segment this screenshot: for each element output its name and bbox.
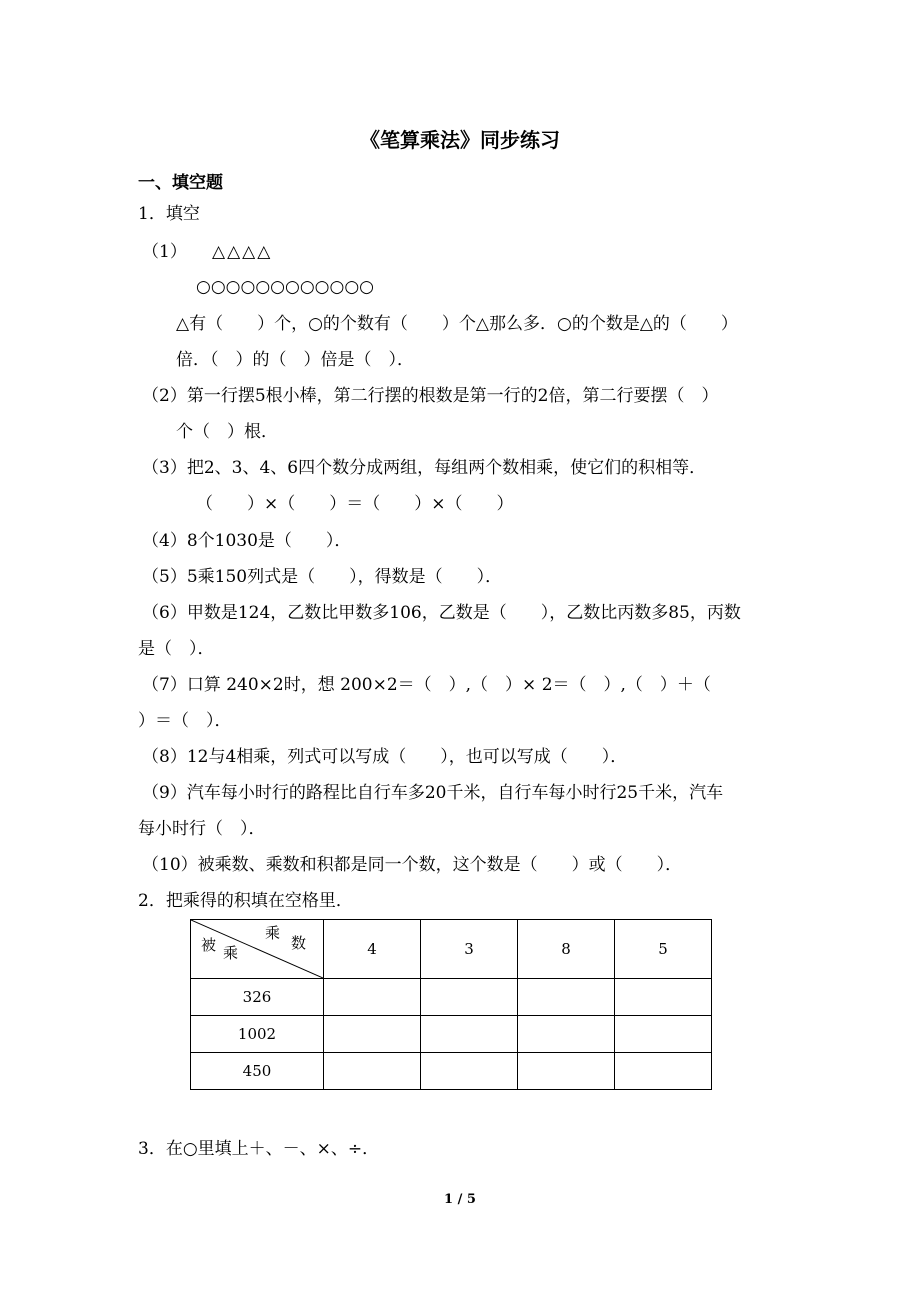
question-1-9-line-2: 每小时行（ ）．: [138, 819, 266, 839]
answer-cell[interactable]: [421, 1053, 518, 1090]
question-1-label: 1．填空: [138, 204, 200, 224]
table-row: [191, 1016, 712, 1053]
answer-cell[interactable]: [518, 979, 615, 1016]
question-1-7-line-2: ）＝（ ）．: [138, 711, 232, 731]
corner-label-cheng-1: 乘: [223, 944, 239, 962]
answer-cell[interactable]: [615, 979, 712, 1016]
section-heading: 一、填空题: [138, 173, 223, 193]
answer-cell[interactable]: [421, 979, 518, 1016]
question-2-label: 2．把乘得的积填在空格里．: [138, 891, 353, 911]
question-1-3-line-2: （ ）×（ ）＝（ ）×（ ）: [196, 494, 514, 514]
column-header: 3: [421, 920, 518, 979]
corner-label-shu: 数: [291, 934, 307, 952]
answer-cell[interactable]: [615, 1016, 712, 1053]
question-1-10: （10）被乘数、乘数和积都是同一个数，这个数是（ ）或（ ）．: [142, 855, 683, 875]
question-1-1-line-2: 倍．（ ）的（ ）倍是（ ）．: [176, 350, 414, 370]
corner-label-cheng-2: 乘: [265, 924, 281, 942]
row-header: 326: [191, 979, 324, 1016]
table-row: [191, 979, 712, 1016]
question-1-8: （8）12与4相乘，列式可以写成（ ），也可以写成（ ）．: [142, 747, 628, 767]
question-1-6-line-1: （6）甲数是124，乙数比甲数多106，乙数是（ ），乙数比丙数多85，丙数: [142, 603, 741, 623]
answer-cell[interactable]: [324, 979, 421, 1016]
question-3-label: 3．在○里填上＋、－、×、÷．: [138, 1139, 380, 1159]
corner-label-bei: 被: [201, 936, 217, 954]
question-1-4: （4）8个1030是（ ）．: [142, 531, 352, 551]
answer-cell[interactable]: [324, 1016, 421, 1053]
answer-cell[interactable]: [421, 1016, 518, 1053]
question-1-3-line-1: （3）把2、3、4、6四个数分成两组，每组两个数相乘，使它们的积相等．: [142, 458, 707, 478]
table-row: [191, 1053, 712, 1090]
page-number: 1 / 5: [444, 1192, 476, 1207]
row-header: 1002: [191, 1016, 324, 1053]
triangle-row: △△△△: [212, 242, 273, 262]
column-header: 8: [518, 920, 615, 979]
question-1-6-line-2: 是（ ）．: [138, 639, 215, 659]
answer-cell[interactable]: [518, 1053, 615, 1090]
question-1-1-label: （1）: [142, 242, 187, 262]
question-1-2-line-1: （2）第一行摆5根小棒，第二行摆的根数是第一行的2倍，第二行要摆（ ）: [142, 386, 719, 406]
question-1-1-line-1: △有（ ）个，○的个数有（ ）个△那么多．○的个数是△的（ ）: [176, 314, 738, 334]
column-header: 5: [615, 920, 712, 979]
question-1-5: （5）5乘150列式是（ ），得数是（ ）．: [142, 567, 503, 587]
question-1-7-line-1: （7）口算 240×2时，想 200×2＝（ ）,（ ）× 2＝（ ）,（ ）＋（: [142, 675, 711, 695]
row-header: 450: [191, 1053, 324, 1090]
answer-cell[interactable]: [518, 1016, 615, 1053]
answer-cell[interactable]: [615, 1053, 712, 1090]
question-1-9-line-1: （9）汽车每小时行的路程比自行车多20千米，自行车每小时行25千米，汽车: [142, 783, 724, 803]
answer-cell[interactable]: [324, 1053, 421, 1090]
table-header-row: [191, 920, 712, 979]
table-corner-cell: [191, 920, 324, 979]
multiplication-table: [190, 919, 712, 1090]
circle-row: ○○○○○○○○○○○○: [196, 277, 375, 297]
column-header: 4: [324, 920, 421, 979]
page-title: 《笔算乘法》同步练习: [360, 128, 560, 152]
question-1-2-line-2: 个（ ）根．: [176, 422, 278, 442]
